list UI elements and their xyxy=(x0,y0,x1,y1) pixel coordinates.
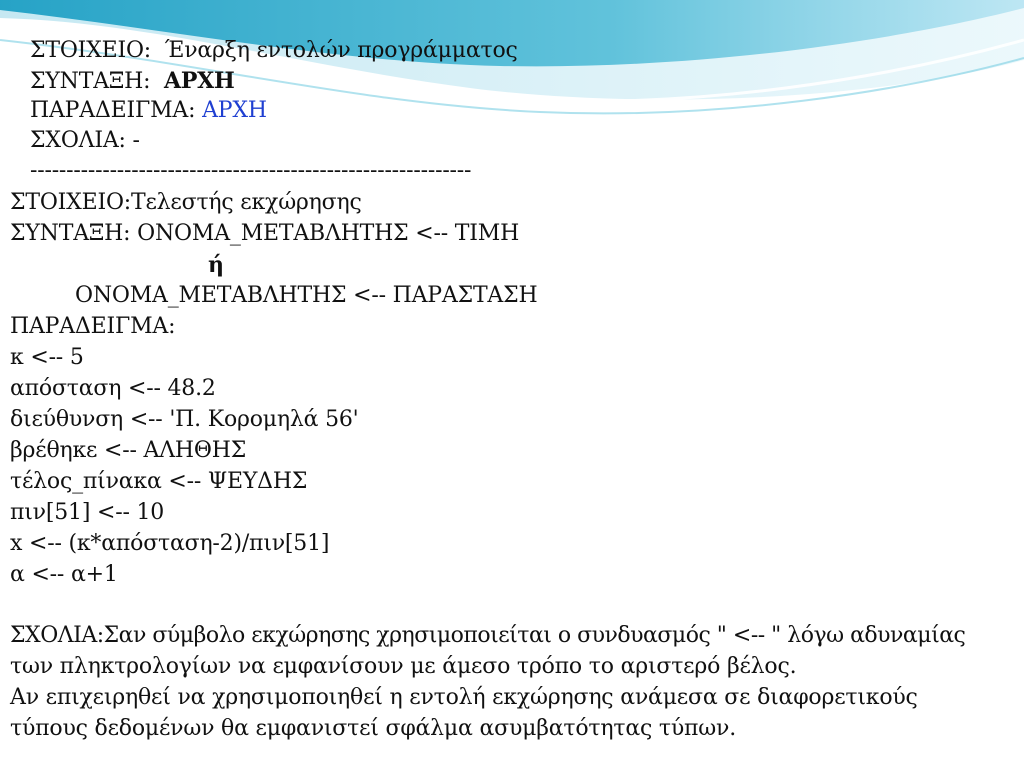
comment-line: Αν επιχειρηθεί να χρησιμοποιηθεί η εντολή εκχώρησης ανάμεσα σε διαφορετικούς xyxy=(10,685,918,710)
example-line: πιν[51] <-- 10 xyxy=(10,500,165,525)
comment-line: τύπους δεδομένων θα εμφανιστεί σφάλμα ασυμβατότητας τύπων. xyxy=(10,716,737,741)
section2-syntax-alt: ΟΝΟΜΑ_ΜΕΤΑΒΛΗΤΗΣ <-- ΠΑΡΑΣΤΑΣΗ xyxy=(75,283,538,308)
example-line: διεύθυνση <-- 'Π. Κορομηλά 56' xyxy=(10,407,359,432)
section1-example-label: ΠΑΡΑΔΕΙΓΜΑ: xyxy=(30,98,196,123)
section1-comments: ΣΧΟΛΙΑ: - xyxy=(30,128,140,153)
section-divider: ------------------------------------------------------------- xyxy=(30,158,472,183)
section1-element-label: ΣΤΟΙΧΕΙΟ: xyxy=(30,38,152,63)
example-line: απόσταση <-- 48.2 xyxy=(10,376,216,401)
example-line: τέλος_πίνακα <-- ΨΕΥΔΗΣ xyxy=(10,469,308,494)
section1-syntax-value: ΑΡΧΗ xyxy=(163,68,235,94)
section1-element-value: Έναρξη εντολών προγράμματος xyxy=(164,38,518,63)
comment-line: των πληκτρολογίων να εμφανίσουν με άμεσο τρόπο το αριστερό βέλος. xyxy=(10,654,797,679)
example-line: κ <-- 5 xyxy=(10,345,84,370)
section1-syntax-label: ΣΥΝΤΑΞΗ: xyxy=(30,69,151,94)
comment-line: ΣΧΟΛΙΑ:Σαν σύμβολο εκχώρησης χρησιμοποιείται ο συνδυασμός " <-- " λόγω αδυναμίας xyxy=(10,623,966,648)
section2-element: ΣΤΟΙΧΕΙΟ:Τελεστής εκχώρησης xyxy=(10,190,362,215)
section1-example-value: ΑΡΧΗ xyxy=(202,98,267,123)
section1-element xyxy=(30,36,518,66)
section2-or-word: ή xyxy=(208,252,224,278)
example-line: βρέθηκε <-- ΑΛΗΘΗΣ xyxy=(10,438,247,463)
section1-example xyxy=(30,96,267,126)
example-line: α <-- α+1 xyxy=(10,562,118,587)
section1-syntax xyxy=(30,66,235,97)
section2-syntax: ΣΥΝΤΑΞΗ: ΟΝΟΜΑ_ΜΕΤΑΒΛΗΤΗΣ <-- ΤΙΜΗ xyxy=(10,221,520,246)
section2-example-label: ΠΑΡΑΔΕΙΓΜΑ: xyxy=(10,314,176,339)
example-line: x <-- (κ*απόσταση-2)/πιν[51] xyxy=(10,531,330,556)
